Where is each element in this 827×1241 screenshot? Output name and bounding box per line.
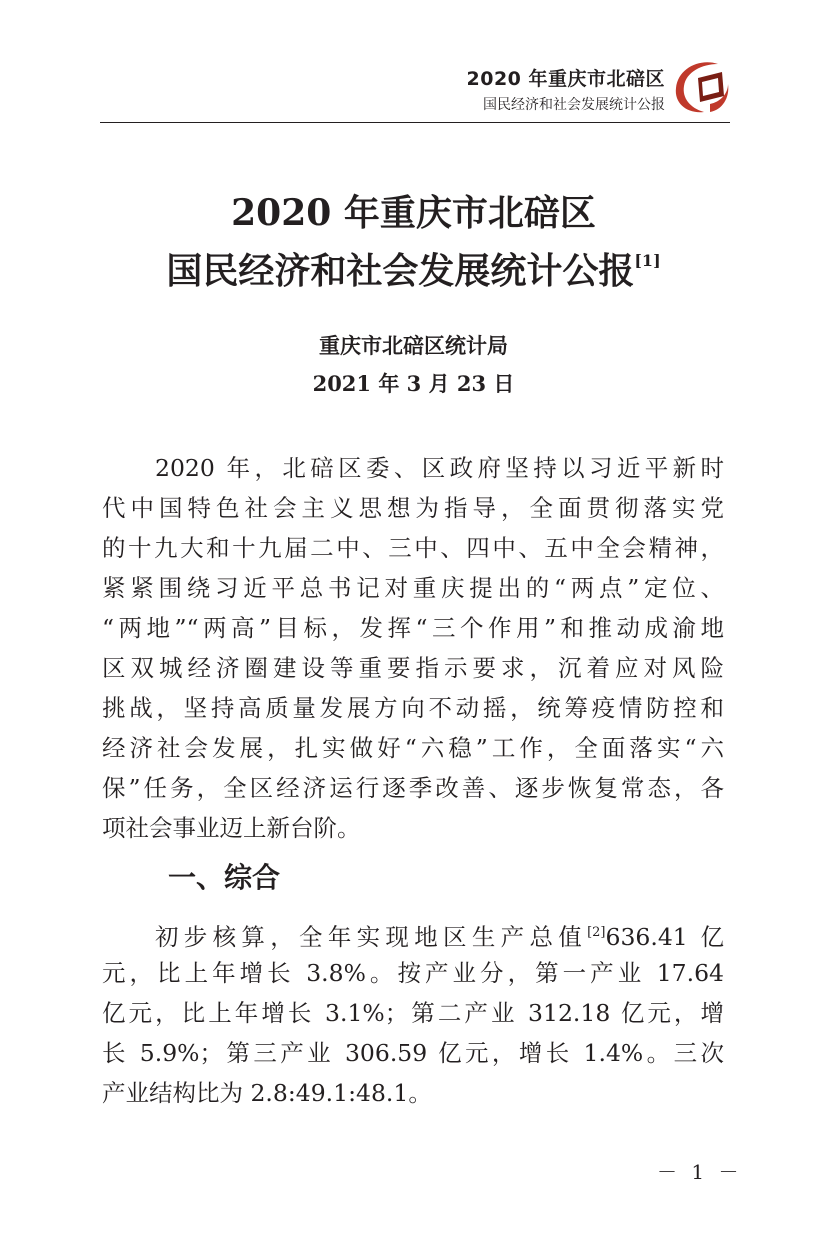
intro-line: “两地”“两高”目标，发挥“三个作用”和推动成渝地: [102, 614, 724, 642]
section-line-text: 初步核算，全年实现地区生产总值: [155, 922, 588, 951]
intro-line: 紧紧围绕习近平总书记对重庆提出的“两点”定位、: [102, 574, 724, 602]
document-title-line2: [0, 239, 827, 297]
section-line-text: 636.41 亿: [605, 922, 725, 951]
intro-line: 经济社会发展，扎实做好“六稳”工作，全面落实“六: [102, 734, 724, 762]
section-line: 元，比上年增长 3.8%。按产业分，第一产业 17.64: [102, 959, 724, 987]
section-line: [155, 915, 724, 955]
section-line: 亿元，比上年增长 3.1%；第二产业 312.18 亿元，增: [102, 999, 724, 1027]
intro-line: 2020 年，北碚区委、区政府坚持以习近平新时: [155, 454, 724, 482]
section-line: 长 5.9%；第三产业 306.59 亿元，增长 1.4%。三次: [102, 1039, 724, 1067]
title-footnote-ref[interactable]: [1]: [634, 251, 661, 270]
page-number: － 1 －: [657, 1160, 743, 1184]
intro-line: 挑战，坚持高质量发展方向不动摇，统筹疫情防控和: [102, 694, 724, 722]
intro-line: 项社会事业迈上新台阶。: [102, 814, 361, 842]
gdp-footnote-ref[interactable]: [2]: [587, 925, 606, 940]
intro-line: 的十九大和十九届二中、三中、四中、五中全会精神，: [102, 534, 724, 562]
document-title-text: 国民经济和社会发展统计公报: [166, 250, 635, 292]
header-subtitle: 国民经济和社会发展统计公报: [483, 97, 665, 113]
issuer: 重庆市北碚区统计局: [319, 333, 508, 358]
document-title-line1: 2020 年重庆市北碚区: [231, 192, 596, 234]
page-header: [0, 0, 827, 125]
intro-line: 代中国特色社会主义思想为指导，全面贯彻落实党: [102, 494, 724, 522]
header-rule: [100, 122, 730, 123]
intro-line: 区双城经济圈建设等重要指示要求，沉着应对风险: [102, 654, 724, 682]
section-line: 产业结构比为 2.8:49.1:48.1。: [102, 1079, 432, 1107]
publish-date: 2021 年 3 月 23 日: [312, 371, 515, 396]
statistics-bureau-logo-icon: [670, 56, 732, 118]
header-title: 2020 年重庆市北碚区: [466, 68, 665, 90]
section-heading: 一、综合: [168, 861, 281, 894]
intro-line: 保”任务，全区经济运行逐季改善、逐步恢复常态，各: [102, 774, 724, 802]
